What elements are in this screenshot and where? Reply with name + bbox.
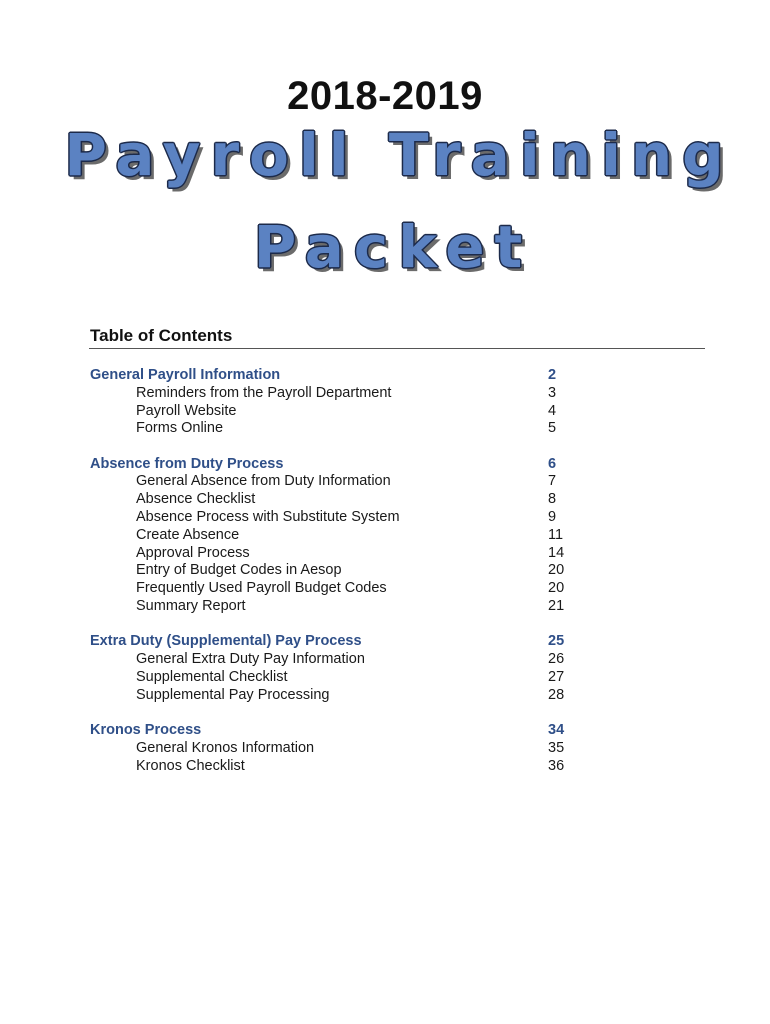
toc-entry bbox=[90, 598, 570, 616]
toc-section-page-number: 34 bbox=[548, 722, 565, 739]
toc-section-heading bbox=[90, 633, 570, 651]
toc-entry-page-number: 7 bbox=[548, 473, 557, 490]
toc-entry-label: Absence Process with Substitute System bbox=[136, 509, 400, 526]
toc-entry bbox=[90, 758, 570, 776]
table-of-contents bbox=[90, 367, 570, 793]
toc-section-title: General Payroll Information bbox=[90, 367, 281, 383]
toc-section-heading bbox=[90, 367, 570, 385]
toc-divider bbox=[89, 348, 705, 349]
toc-entry-label: Supplemental Checklist bbox=[136, 668, 288, 685]
toc-entry-page-number: 11 bbox=[548, 526, 564, 543]
toc-entry-page-number: 20 bbox=[548, 562, 565, 579]
toc-entry-page-number: 28 bbox=[548, 686, 565, 703]
toc-section bbox=[90, 456, 570, 616]
toc-entry-label: Reminders from the Payroll Department bbox=[136, 384, 392, 401]
toc-entry-page-number: 20 bbox=[548, 580, 565, 597]
toc-entry-page-number: 4 bbox=[548, 402, 557, 419]
document-title-line1: Payroll Training bbox=[64, 121, 734, 189]
toc-entry-page-number: 8 bbox=[548, 491, 557, 508]
toc-section-title: Extra Duty (Supplemental) Pay Process bbox=[90, 633, 362, 650]
toc-heading: Table of Contents bbox=[90, 326, 233, 345]
toc-entry-page-number: 36 bbox=[548, 757, 565, 774]
toc-entry bbox=[90, 385, 570, 403]
toc-entry-page-number: 27 bbox=[548, 668, 565, 685]
toc-entry-page-number: 14 bbox=[548, 544, 565, 561]
toc-section-heading bbox=[90, 722, 570, 740]
toc-entry-page-number: 3 bbox=[548, 384, 557, 401]
toc-entry bbox=[90, 527, 570, 545]
toc-entry bbox=[90, 580, 570, 598]
toc-entry-label: Summary Report bbox=[136, 598, 246, 615]
toc-entry-page-number: 26 bbox=[548, 651, 565, 668]
toc-entry bbox=[90, 562, 570, 580]
toc-section-page-number: 2 bbox=[548, 367, 557, 383]
toc-entry bbox=[90, 687, 570, 705]
toc-section-heading bbox=[90, 456, 570, 474]
toc-entry-label: Entry of Budget Codes in Aesop bbox=[136, 562, 342, 579]
toc-entry bbox=[90, 420, 570, 438]
toc-entry-page-number: 21 bbox=[548, 598, 565, 615]
toc-entry bbox=[90, 509, 570, 527]
toc-section-title: Absence from Duty Process bbox=[90, 455, 284, 472]
toc-entry bbox=[90, 403, 570, 421]
toc-section bbox=[90, 633, 570, 704]
toc-entry bbox=[90, 473, 570, 491]
toc-entry-label: General Kronos Information bbox=[136, 739, 315, 756]
toc-entry bbox=[90, 651, 570, 669]
document-title-line2: Packet bbox=[253, 213, 533, 281]
toc-section-page-number: 6 bbox=[548, 455, 557, 472]
toc-entry-label: Frequently Used Payroll Budget Codes bbox=[136, 580, 387, 597]
toc-entry-label: Kronos Checklist bbox=[136, 757, 245, 774]
toc-entry-label: Approval Process bbox=[136, 544, 250, 561]
toc-entry-page-number: 5 bbox=[548, 420, 557, 437]
toc-entry bbox=[90, 740, 570, 758]
toc-entry bbox=[90, 669, 570, 687]
toc-entry-label: Absence Checklist bbox=[136, 491, 256, 508]
toc-section-page-number: 25 bbox=[548, 633, 565, 650]
toc-entry-label: General Absence from Duty Information bbox=[136, 473, 391, 490]
toc-entry-label: General Extra Duty Pay Information bbox=[136, 651, 365, 668]
toc-entry bbox=[90, 545, 570, 563]
toc-entry-label: Create Absence bbox=[136, 526, 240, 543]
toc-section-title: Kronos Process bbox=[90, 722, 202, 739]
document-year: 2018-2019 bbox=[287, 74, 483, 118]
toc-section bbox=[90, 367, 570, 438]
toc-entry-page-number: 35 bbox=[548, 739, 565, 756]
toc-entry-label: Forms Online bbox=[136, 420, 224, 437]
toc-section bbox=[90, 722, 570, 775]
toc-entry bbox=[90, 491, 570, 509]
toc-entry-page-number: 9 bbox=[548, 509, 557, 526]
toc-entry-label: Supplemental Pay Processing bbox=[136, 686, 330, 703]
toc-entry-label: Payroll Website bbox=[136, 402, 237, 419]
